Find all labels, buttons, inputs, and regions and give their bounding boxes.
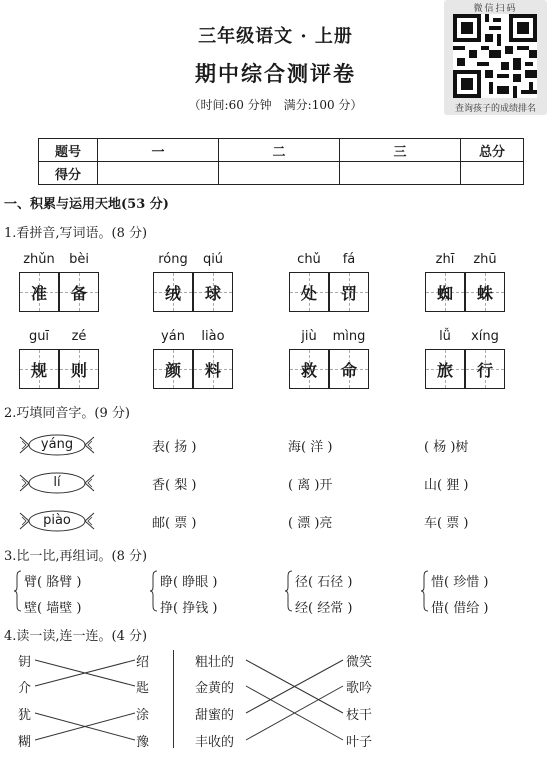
writing-grid-cell[interactable] [465,349,505,389]
match-left-a[interactable]: 介 [18,681,32,696]
answer-char: 规 [30,360,47,380]
score-header-cell: 一 [98,139,219,162]
match-right-b[interactable]: 枝干 [346,708,373,723]
match-right-a[interactable]: 匙 [136,681,150,696]
pinyin-label: guī [28,329,50,344]
score-value-row [39,162,524,185]
score-header-cell: 二 [219,139,340,162]
writing-grid-cell[interactable] [289,272,329,312]
pinyin-label: lǚ [439,329,451,344]
page-title: 期中综合测评卷 [195,61,356,86]
writing-grid-cell[interactable] [329,349,369,389]
answer-char: 料 [204,360,221,380]
qr-panel[interactable] [444,0,547,115]
qr-bottom-caption: 查询孩子的成绩排名 [454,104,536,114]
brace-icon [421,570,429,616]
score-header-cell: 三 [340,139,461,162]
homophone-fill[interactable]: ( 漂 )亮 [288,516,333,531]
score-header-row [39,139,524,162]
match-line [35,713,135,740]
homophone-fill[interactable]: 车( 票 ) [424,516,469,531]
answer-char: 则 [70,360,87,380]
qr-code-icon[interactable] [453,14,537,98]
answer-char: 罚 [340,283,357,303]
pinyin-label: mìng [332,329,366,344]
q1-title: 1.看拼音,写词语。(8 分) [4,226,148,241]
match-left-b[interactable]: 丰收的 [195,735,235,750]
homophone-fill[interactable]: 山( 狸 ) [424,478,469,493]
candy-pinyin: yáng [40,437,74,452]
match-left-b[interactable]: 粗壮的 [195,655,235,670]
writing-grid-cell[interactable] [425,272,465,312]
q4-title: 4.读一读,连一连。(4 分) [4,629,148,644]
writing-grid-cell[interactable] [329,272,369,312]
candy-pinyin: lí [53,475,61,490]
writing-grid-cell[interactable] [59,272,99,312]
pinyin-label: liào [201,329,225,344]
qr-top-caption: 微信扫码 [473,4,518,14]
answer-char: 旅 [436,360,453,380]
match-line [246,660,343,713]
match-line [246,686,343,740]
pinyin-label: róng [158,252,188,267]
answer-char: 颜 [164,360,181,380]
word-pair-top[interactable]: 惜( 珍惜 ) [431,575,489,590]
section-title: 一、积累与运用天地(53 分) [4,197,169,212]
answer-char: 准 [30,283,47,303]
brace-icon [14,570,22,616]
writing-grid-cell[interactable] [193,272,233,312]
match-line [35,660,135,686]
word-pair-bottom[interactable]: 借( 借给 ) [431,601,489,616]
word-pair-bottom[interactable]: 经( 经常 ) [295,601,353,616]
writing-grid-cell[interactable] [19,272,59,312]
pinyin-label: bèi [69,252,89,267]
q2-title: 2.巧填同音字。(9 分) [4,406,130,421]
match-left-a[interactable]: 犹 [18,708,32,723]
match-right-b[interactable]: 微笑 [346,655,373,670]
q3-title: 3.比一比,再组词。(8 分) [4,549,148,564]
homophone-fill[interactable]: ( 杨 )树 [424,440,469,455]
candy-pinyin-shape [17,434,97,456]
writing-grid-cell[interactable] [59,349,99,389]
writing-grid-cell[interactable] [153,349,193,389]
word-pair-top[interactable]: 睁( 睁眼 ) [160,575,218,590]
answer-char: 救 [300,360,317,380]
score-header-cell: 题号 [39,139,98,162]
pinyin-label: zhū [473,252,497,267]
homophone-fill[interactable]: 香( 梨 ) [152,478,197,493]
match-left-a[interactable]: 糊 [18,735,32,750]
homophone-fill[interactable]: 邮( 票 ) [152,516,197,531]
match-line [246,686,343,740]
writing-grid-cell[interactable] [289,349,329,389]
answer-char: 处 [300,283,317,303]
match-right-a[interactable]: 涂 [136,708,150,723]
match-right-a[interactable]: 豫 [136,735,150,750]
pinyin-label: xíng [471,329,499,344]
score-row-label: 得分 [39,162,98,185]
word-pair-bottom[interactable]: 壁( 墙壁 ) [24,601,82,616]
writing-grid-cell[interactable] [193,349,233,389]
pinyin-label: jiù [301,329,317,344]
writing-grid-cell[interactable] [153,272,193,312]
match-right-a[interactable]: 绍 [136,655,150,670]
word-pair-top[interactable]: 臂( 胳臂 ) [24,575,82,590]
word-pair-top[interactable]: 径( 石径 ) [295,575,353,590]
match-line [246,660,343,713]
pinyin-label: zhǔn [23,252,55,267]
pinyin-label: zhī [435,252,455,267]
grade-label: 三年级语文 · 上册 [198,26,353,47]
score-cell[interactable] [219,162,340,185]
pinyin-label: chǔ [297,252,321,267]
match-right-b[interactable]: 歌吟 [346,681,373,696]
answer-char: 绒 [164,283,181,303]
exam-info: （时间:60 分钟 满分:100 分） [188,98,363,112]
score-cell[interactable] [98,162,219,185]
answer-char: 行 [476,360,493,380]
word-pair-bottom[interactable]: 挣( 挣钱 ) [160,601,218,616]
score-cell[interactable] [461,162,524,185]
writing-grid-cell[interactable] [19,349,59,389]
divider [173,650,174,748]
brace-icon [285,570,293,616]
brace-icon [150,570,158,616]
pinyin-label: yán [161,329,185,344]
answer-char: 蜘 [436,283,453,303]
score-table [38,138,524,185]
homophone-fill[interactable]: 表( 扬 ) [152,440,197,455]
answer-char: 备 [70,283,87,303]
match-line [35,660,135,686]
answer-char: 球 [204,283,221,303]
pinyin-label: zé [71,329,87,344]
match-left-a[interactable]: 钥 [18,655,32,670]
candy-pinyin-shape [17,510,97,532]
writing-grid-cell[interactable] [465,272,505,312]
homophone-fill[interactable]: 海( 洋 ) [288,440,333,455]
score-header-cell: 总分 [461,139,524,162]
homophone-fill[interactable]: ( 离 )开 [288,478,333,493]
candy-pinyin-shape [17,472,97,494]
pinyin-label: fá [342,252,356,267]
match-line [35,713,135,740]
match-left-b[interactable]: 甜蜜的 [195,708,235,723]
answer-char: 命 [340,360,357,380]
score-cell[interactable] [340,162,461,185]
answer-char: 蛛 [476,283,493,303]
match-right-b[interactable]: 叶子 [346,735,373,750]
pinyin-label: qiú [202,252,224,267]
candy-pinyin: piào [43,513,71,528]
match-left-b[interactable]: 金黄的 [195,681,235,696]
writing-grid-cell[interactable] [425,349,465,389]
